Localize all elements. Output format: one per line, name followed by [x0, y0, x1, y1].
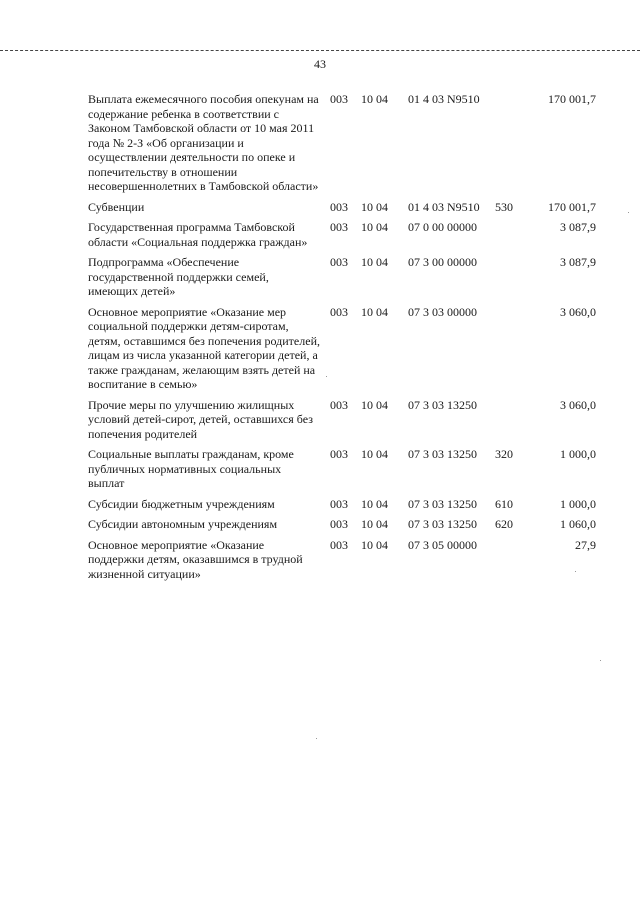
row-amount: 170 001,7 [548, 199, 596, 214]
row-amount: 170 001,7 [548, 92, 596, 106]
row-expense-kind: 320 [495, 447, 513, 461]
row-expense-kind: 610 [495, 496, 513, 511]
row-amount: 3 087,9 [560, 255, 596, 269]
row-amount: 3 087,9 [560, 220, 596, 234]
row-program-code: 07 3 03 13250 [408, 447, 477, 461]
row-ministry-code: 003 [330, 517, 348, 531]
row-description: Социальные выплаты гражданам, кроме публичных нормативных социальных выплат [88, 447, 294, 490]
row-description: Подпрограмма «Обеспечение государственной поддержки семей, имеющих детей» [88, 255, 269, 298]
table-row [0, 517, 640, 532]
row-program-code: 01 4 03 N9510 [408, 199, 480, 214]
row-program-code: 07 3 03 13250 [408, 397, 477, 412]
row-amount: 1 000,0 [560, 447, 596, 461]
row-ministry-code: 003 [330, 397, 348, 412]
row-section-code: 10 04 [361, 220, 388, 234]
row-section-code: 10 04 [361, 537, 388, 552]
table-row [0, 220, 640, 249]
row-expense-kind: 620 [495, 517, 513, 531]
table-row [0, 497, 640, 512]
row-section-code: 10 04 [361, 92, 388, 106]
row-ministry-code: 003 [330, 496, 348, 511]
row-section-code: 10 04 [361, 496, 388, 511]
row-amount: 3 060,0 [560, 397, 596, 412]
row-section-code: 10 04 [361, 255, 388, 269]
row-description: Выплата ежемесячного пособия опекунам на содержание ребенка в соответствии с Законом Тамбовской области от 10 мая 2011 года № 2-З «Об организации и осуществлении деятельности по опеке и попечительству в отношении несовершеннолетних в Тамбовской области» [88, 92, 319, 193]
row-description: Основное мероприятие «Оказание мер социальной поддержки детям-сиротам, детям, оставшимся без попечения родителей, лицам из числа указанной категории детей, а также гражданам, желающим взять детей на воспитание в семью» [88, 304, 320, 391]
row-ministry-code: 003 [330, 92, 348, 106]
scan-speck [316, 738, 317, 739]
table-row [0, 92, 640, 194]
row-section-code: 10 04 [361, 199, 388, 214]
row-description: Прочие меры по улучшению жилищных условий детей-сирот, детей, оставшихся без попечения родителей [88, 397, 313, 441]
row-program-code: 07 3 03 00000 [408, 304, 477, 319]
row-section-code: 10 04 [361, 397, 388, 412]
row-program-code: 07 3 00 00000 [408, 255, 477, 269]
table-row [0, 305, 640, 392]
scan-speck [575, 571, 576, 572]
row-ministry-code: 003 [330, 199, 348, 214]
table-row [0, 200, 640, 215]
page-top-dashed-rule [0, 50, 640, 51]
row-description: Субсидии бюджетным учреждениям [88, 496, 275, 511]
row-section-code: 10 04 [361, 447, 388, 461]
scan-speck [326, 376, 327, 377]
row-ministry-code: 003 [330, 537, 348, 552]
table-row [0, 255, 640, 299]
row-expense-kind: 530 [495, 199, 513, 214]
row-ministry-code: 003 [330, 255, 348, 269]
row-program-code: 07 3 03 13250 [408, 517, 477, 531]
row-ministry-code: 003 [330, 220, 348, 234]
row-amount: 1 060,0 [560, 517, 596, 531]
scan-speck [628, 212, 629, 213]
budget-table [0, 92, 640, 587]
table-row [0, 447, 640, 491]
row-section-code: 10 04 [361, 517, 388, 531]
row-amount: 27,9 [575, 537, 596, 552]
row-program-code: 07 0 00 00000 [408, 220, 477, 234]
row-ministry-code: 003 [330, 447, 348, 461]
row-description: Субсидии автономным учреждениям [88, 517, 278, 531]
page-number: 43 [314, 57, 326, 71]
row-amount: 3 060,0 [560, 304, 596, 319]
row-section-code: 10 04 [361, 304, 388, 319]
row-program-code: 07 3 05 00000 [408, 537, 477, 552]
scan-speck [600, 660, 601, 661]
row-amount: 1 000,0 [560, 496, 596, 511]
row-description: Субвенции [88, 199, 145, 214]
table-row [0, 398, 640, 442]
row-description: Основное мероприятие «Оказание поддержки детям, оказавшимся в трудной жизненной ситуации» [88, 537, 303, 581]
row-program-code: 01 4 03 N9510 [408, 92, 480, 106]
table-row [0, 538, 640, 582]
row-program-code: 07 3 03 13250 [408, 496, 477, 511]
row-description: Государственная программа Тамбовской области «Социальная поддержка граждан» [88, 220, 308, 249]
row-ministry-code: 003 [330, 304, 348, 319]
